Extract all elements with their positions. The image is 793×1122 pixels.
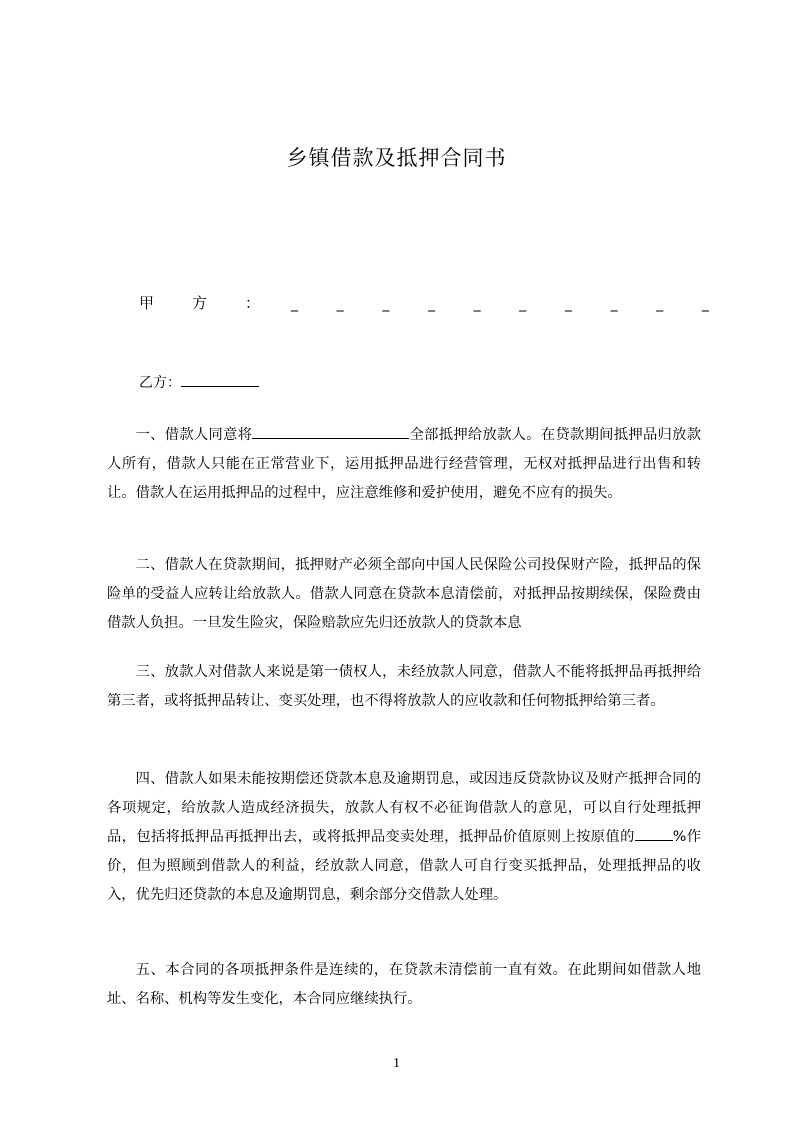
party-b-fill-blank xyxy=(181,372,259,387)
dash: _ xyxy=(610,296,618,312)
dash: _ xyxy=(473,296,481,312)
clause-1-text-after: 全部抵押给放款人。在贷款期间抵押品归放款人所有，借款人只能在正常营业下，运用抵押品进行经营管理，无权对抵押品进行出售和转让。借款人在运用抵押品的过程中，应注意维修和爱护使用，避免不应有的损失。 xyxy=(107,427,701,501)
clause-5: 五、本合同的各项抵押条件是连续的，在贷款未清偿前一直有效。在此期间如借款人地址、名称、机构等发生变化，本合同应继续执行。 xyxy=(107,962,701,1007)
dash: _ xyxy=(701,296,709,312)
party-a-colon: ： xyxy=(245,294,261,312)
dash: _ xyxy=(519,296,527,312)
party-a-line xyxy=(139,292,709,316)
clause-4-text-before: 四、借款人如果未能按期偿还贷款本息及逾期罚息，或因违反贷款协议及财产抵押合同的各项规定，给放款人造成经济损失，放款人有权不必征询借款人的意见，可以自行处理抵押品，包括将抵押品再抵押出去，或将抵押品变卖处理，抵押品价值原则上按原值的 xyxy=(107,771,701,845)
clause-1-text-before: 一、借款人同意将 xyxy=(135,427,253,443)
dash: _ xyxy=(564,296,572,312)
clause-2: 二、借款人在贷款期间，抵押财产必须全部向中国人民保险公司投保财产险，抵押品的保险单的受益人应转让给放款人。借款人同意在贷款本息清偿前，对抵押品按期续保，保险费由借款人负担。一旦发生险灾，保险赔款应先归还放款人的贷款本息 xyxy=(107,557,701,631)
document-title: 乡镇借款及抵押合同书 xyxy=(286,146,507,170)
party-b-line xyxy=(139,372,259,392)
party-b-label: 乙方： xyxy=(139,375,181,391)
clause-4 xyxy=(107,765,701,910)
party-a-label-char1: 甲 xyxy=(139,294,155,312)
clause-3: 三、放款人对借款人来说是第一债权人，未经放款人同意，借款人不能将抵押品再抵押给第三者，或将抵押品转让、变买处理，也不得将放款人的应收款和任何物抵押给第三者。 xyxy=(107,664,701,709)
dash: _ xyxy=(427,296,435,312)
clause-4-text-after: %作价，但为照顾到借款人的利益，经放款人同意，借款人可自行变买抵押品，处理抵押品的收入，优先归还贷款的本息及逾期罚息，剩余部分交借款人处理。 xyxy=(107,829,701,903)
clause-1 xyxy=(107,421,701,508)
dash: _ xyxy=(382,296,390,312)
party-a-fill-blank xyxy=(291,296,709,312)
clause-1-fill-blank xyxy=(252,424,409,439)
party-a-label-char2: 方 xyxy=(192,294,208,312)
dash: _ xyxy=(336,296,344,312)
page-number: 1 xyxy=(393,1056,400,1071)
clause-4-fill-blank xyxy=(635,826,673,841)
dash: _ xyxy=(291,296,298,312)
dash: _ xyxy=(656,296,664,312)
